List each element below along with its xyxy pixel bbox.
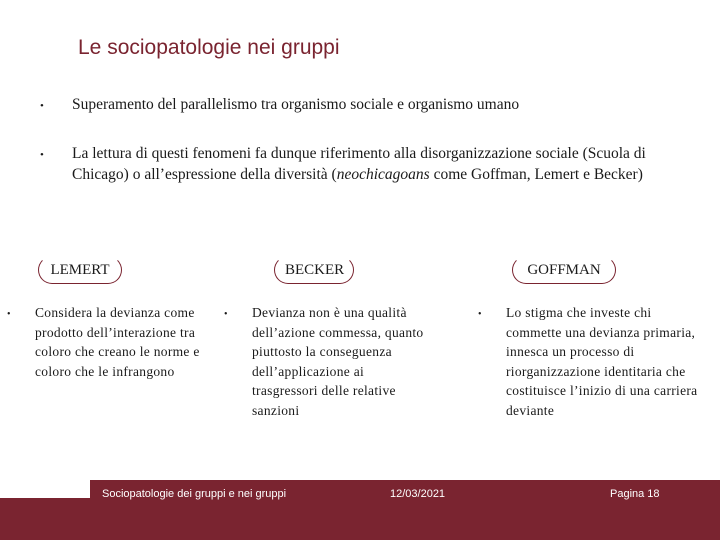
column-lemert	[7, 303, 207, 381]
bullet-dot: •	[224, 309, 228, 320]
column-text: Lo stigma che investe chi commette una devianza primaria, innesca un processo di riorganizzazione identitaria che costituisce l’inizio di una carriera deviante	[506, 305, 698, 418]
column-text: Considera la devianza come prodotto dell’interazione tra coloro che creano le norme e coloro che le infrangono	[35, 305, 200, 379]
slide-title: Le sociopatologie nei gruppi	[78, 36, 340, 59]
bullet-text-part: come Goffman, Lemert e Becker)	[429, 166, 643, 183]
bullet-text-italic: neochicagoans	[336, 166, 430, 183]
footer-white-tab	[0, 480, 90, 498]
column-becker	[224, 303, 424, 420]
bullet-dot: •	[478, 309, 482, 320]
footer-course-title: Sociopatologie dei gruppi e nei gruppi	[102, 488, 287, 500]
bullet-dot: •	[7, 309, 11, 320]
bullet-text-part: La lettura di questi fenomeni fa dunque riferimento alla disorganizzazione sociale (Scuola di Chicago) o all’espressione della diversità (	[72, 145, 646, 183]
column-text: Devianza non è una qualità dell’azione commessa, quanto piuttosto la conseguenza dell’applicazione ai trasgressori delle relative sanzioni	[252, 305, 424, 418]
bullet-text	[72, 143, 680, 185]
bullet-list	[40, 94, 680, 211]
footer-bar	[0, 480, 720, 540]
bullet-dot: •	[40, 149, 44, 161]
bullet-text: Superamento del parallelismo tra organismo sociale e organismo umano	[72, 96, 520, 113]
bullet-dot: •	[40, 100, 44, 112]
column-label-lemert: LEMERT	[38, 256, 122, 284]
footer-date: 12/03/2021	[390, 488, 446, 500]
column-label-goffman: GOFFMAN	[512, 256, 616, 284]
column-label-becker: BECKER	[274, 256, 354, 284]
bullet-item	[40, 143, 680, 185]
bullet-item	[40, 94, 680, 117]
footer-page-number: Pagina 18	[610, 488, 660, 500]
column-goffman	[478, 303, 703, 420]
